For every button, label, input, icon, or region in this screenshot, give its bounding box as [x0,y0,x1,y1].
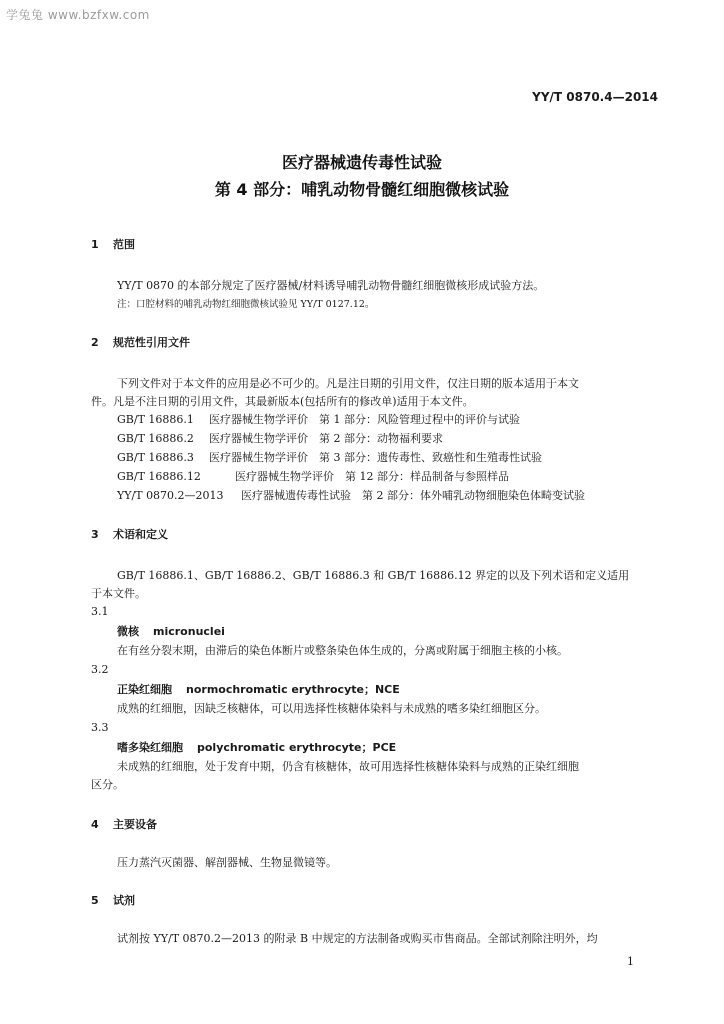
section-1-note: 注：口腔材料的哺乳动物红细胞微核试验见 YY/T 0127.12。 [117,299,375,310]
reference-id: GB/T 16886.1 [117,413,194,426]
term-number: 3.2 [91,663,109,676]
section-title: 规范性引用文件 [113,336,190,349]
section-1-heading [91,238,135,252]
section-1-paragraph: YY/T 0870 的本部分规定了医疗器械/材料诱导哺乳动物骨髓红细胞微核形成试验方法。 [117,279,545,292]
reference-id: GB/T 16886.12 [117,470,201,483]
section-number: 2 [91,336,99,349]
normative-reference [117,451,542,465]
section-title: 试剂 [113,894,135,907]
section-4-heading [91,818,157,832]
section-number: 5 [91,894,99,907]
section-3-paragraph-line-1: GB/T 16886.1、GB/T 16886.2、GB/T 16886.3 和 GB/T 16886.12 界定的以及下列术语和定义适用 [117,569,630,582]
document-title: 医疗器械遗传毒性试验 [281,153,442,172]
section-number: 1 [91,238,99,251]
document-subtitle: 第 4 部分：哺乳动物骨髓红细胞微核试验 [214,180,510,199]
section-3-paragraph-line-2: 于本文件。 [91,587,146,600]
normative-reference [117,413,520,427]
term-chinese: 嗜多染红细胞 [117,741,183,754]
term-english: polychromatic erythrocyte；PCE [197,741,397,754]
normative-reference [117,470,509,484]
term-heading [117,741,396,755]
section-5-paragraph: 试剂按 YY/T 0870.2—2013 的附录 B 中规定的方法制备或购买市售商品。全部试剂除注明外，均 [117,932,598,945]
section-number: 3 [91,528,99,541]
term-chinese: 微核 [117,625,139,638]
term-definition: 成熟的红细胞，因缺乏核糖体，可以用选择性核糖体染料与未成熟的嗜多染红细胞区分。 [117,702,546,715]
section-2-paragraph-line-2: 件。凡是不注日期的引用文件，其最新版本(包括所有的修改单)适用于本文件。 [91,395,474,408]
reference-title: 医疗器械生物学评价 第 1 部分：风险管理过程中的评价与试验 [209,413,520,426]
page-number: 1 [627,955,634,968]
section-3-heading [91,528,168,542]
term-definition-line-2: 区分。 [91,778,124,791]
term-definition: 在有丝分裂末期，由滞后的染色体断片或整条染色体生成的，分离或附属于细胞主核的小核。 [117,644,568,657]
term-english: normochromatic erythrocyte；NCE [186,683,400,696]
reference-id: GB/T 16886.2 [117,432,194,445]
reference-title: 医疗器械生物学评价 第 12 部分：样品制备与参照样品 [235,470,509,483]
section-title: 范围 [113,238,135,251]
section-title: 主要设备 [113,818,157,831]
watermark-text: 学兔兔 www.bzfxw.com [6,8,150,22]
term-number: 3.1 [91,605,109,618]
section-title: 术语和定义 [113,528,168,541]
section-5-heading [91,894,135,908]
term-heading [117,683,400,697]
term-chinese: 正染红细胞 [117,683,172,696]
term-definition-line-1: 未成熟的红细胞，处于发育中期，仍含有核糖体，故可用选择性核糖体染料与成熟的正染红细胞 [117,760,579,773]
section-4-paragraph: 压力蒸汽灭菌器、解剖器械、生物显微镜等。 [117,856,337,869]
normative-reference [117,489,585,503]
reference-id: YY/T 0870.2—2013 [117,489,224,502]
reference-title: 医疗器械生物学评价 第 2 部分：动物福利要求 [209,432,443,445]
section-2-paragraph-line-1: 下列文件对于本文件的应用是必不可少的。凡是注日期的引用文件，仅注日期的版本适用于本文 [117,377,579,390]
reference-title: 医疗器械遗传毒性试验 第 2 部分：体外哺乳动物细胞染色体畸变试验 [241,489,585,502]
term-number: 3.3 [91,721,109,734]
standard-number: YY/T 0870.4—2014 [532,90,658,104]
reference-id: GB/T 16886.3 [117,451,194,464]
term-heading [117,625,225,639]
reference-title: 医疗器械生物学评价 第 3 部分：遗传毒性、致癌性和生殖毒性试验 [209,451,542,464]
section-number: 4 [91,818,99,831]
section-2-heading [91,336,190,350]
term-english: micronuclei [153,625,225,638]
normative-reference [117,432,443,446]
